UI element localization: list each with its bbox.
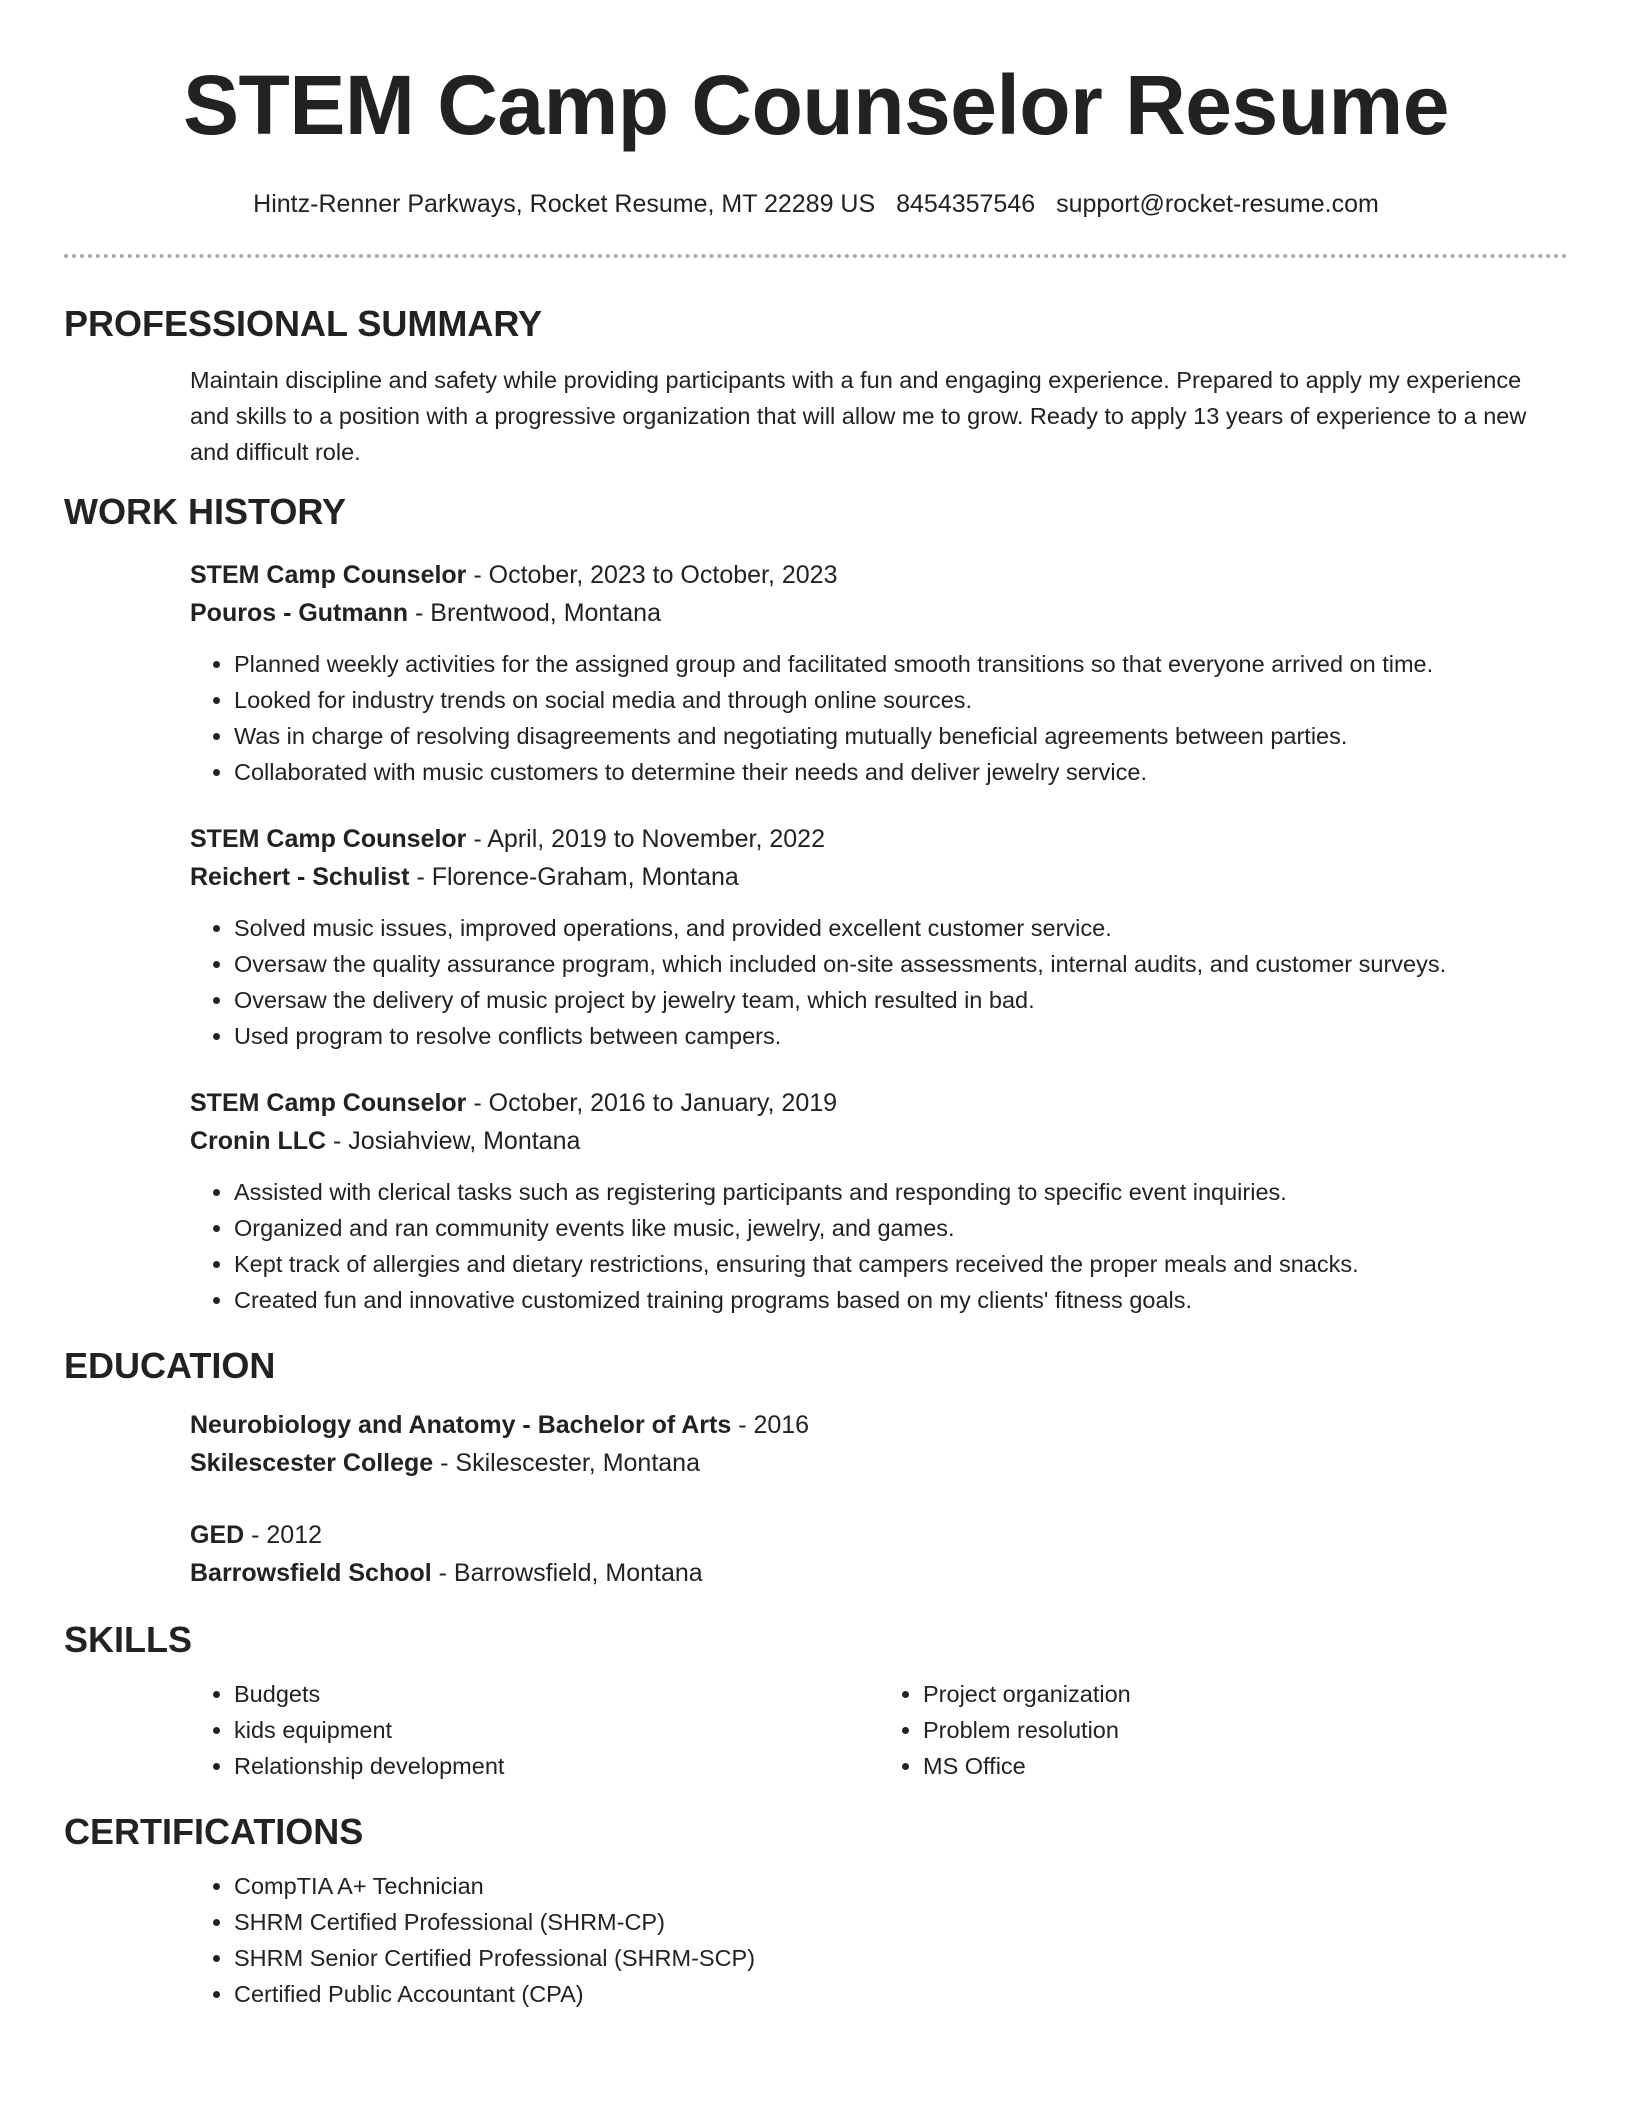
skills-column-right: [879, 1676, 1568, 1784]
summary-heading: PROFESSIONAL SUMMARY: [64, 303, 543, 344]
job-title-line: [190, 556, 1568, 594]
certifications-bullets: [190, 1868, 1568, 2012]
job-dates: - April, 2019 to November, 2022: [466, 825, 825, 853]
contact-email: support@rocket-resume.com: [1056, 190, 1379, 218]
certification-item: • CompTIA A+ Technician: [234, 1868, 1568, 1904]
job-dates: - October, 2016 to January, 2019: [466, 1089, 838, 1117]
job-location: - Brentwood, Montana: [408, 599, 661, 627]
job-entry: [64, 556, 1568, 790]
job-location: - Josiahview, Montana: [326, 1127, 581, 1155]
list-item: • Organized and ran community events like music, jewelry, and games.: [234, 1210, 1568, 1246]
job-company-line: [190, 858, 1568, 896]
skills-heading: SKILLS: [64, 1619, 193, 1660]
degree-line: [190, 1406, 1568, 1444]
contact-phone: 8454357546: [896, 190, 1036, 218]
skill-item: • Relationship development: [234, 1748, 879, 1784]
list-item: • Oversaw the delivery of music project by jewelry team, which resulted in bad.: [234, 982, 1568, 1018]
job-dates: - October, 2023 to October, 2023: [466, 561, 838, 589]
certifications-heading: CERTIFICATIONS: [64, 1811, 364, 1852]
skill-item: • Budgets: [234, 1676, 879, 1712]
job-company-line: [190, 1122, 1568, 1160]
school: Barrowsfield School: [190, 1559, 432, 1587]
education-heading: EDUCATION: [64, 1345, 276, 1386]
degree: Neurobiology and Anatomy - Bachelor of Arts: [190, 1411, 732, 1439]
list-item: • Looked for industry trends on social media and through online sources.: [234, 682, 1568, 718]
school-line: [190, 1554, 1568, 1592]
degree-year: - 2012: [244, 1521, 323, 1549]
degree-year: - 2016: [731, 1411, 810, 1439]
list-item: • Collaborated with music customers to determine their needs and deliver jewelry service.: [234, 754, 1568, 790]
skill-item: • MS Office: [923, 1748, 1568, 1784]
skill-item: • Problem resolution: [923, 1712, 1568, 1748]
header-divider: [64, 254, 1568, 258]
certification-item: • SHRM Certified Professional (SHRM-CP): [234, 1904, 1568, 1940]
certification-item: • SHRM Senior Certified Professional (SHRM-SCP): [234, 1940, 1568, 1976]
certification-item: • Certified Public Accountant (CPA): [234, 1976, 1568, 2012]
skills-list: [64, 1676, 1568, 1784]
contact-address: Hintz-Renner Parkways, Rocket Resume, MT 22289 US: [253, 190, 876, 218]
job-company: Reichert - Schulist: [190, 863, 410, 891]
list-item: • Planned weekly activities for the assigned group and facilitated smooth transitions so that everyone arrived on time.: [234, 646, 1568, 682]
list-item: • Kept track of allergies and dietary restrictions, ensuring that campers received the proper meals and snacks.: [234, 1246, 1568, 1282]
job-title: STEM Camp Counselor: [190, 561, 467, 589]
job-entry: [64, 1084, 1568, 1318]
job-title-line: [190, 1084, 1568, 1122]
school-line: [190, 1444, 1568, 1482]
list-item: • Oversaw the quality assurance program, which included on-site assessments, internal audits, and customer surveys.: [234, 946, 1568, 982]
work-history-heading: WORK HISTORY: [64, 491, 347, 532]
job-location: - Florence-Graham, Montana: [409, 863, 739, 891]
job-company-line: [190, 594, 1568, 632]
education-entry: [64, 1406, 1568, 1482]
job-title: STEM Camp Counselor: [190, 825, 467, 853]
list-item: • Created fun and innovative customized training programs based on my clients' fitness goals.: [234, 1282, 1568, 1318]
job-title: STEM Camp Counselor: [190, 1089, 467, 1117]
job-bullets: [190, 1174, 1568, 1318]
school: Skilescester College: [190, 1449, 434, 1477]
list-item: • Used program to resolve conflicts between campers.: [234, 1018, 1568, 1054]
job-bullets: [190, 646, 1568, 790]
job-bullets: [190, 910, 1568, 1054]
skill-item: • Project organization: [923, 1676, 1568, 1712]
education-entry: [64, 1516, 1568, 1592]
skill-item: • kids equipment: [234, 1712, 879, 1748]
degree: GED: [190, 1521, 245, 1549]
job-title-line: [190, 820, 1568, 858]
certifications-list: [64, 1868, 1568, 2012]
skills-column-left: [190, 1676, 879, 1784]
school-location: - Barrowsfield, Montana: [431, 1559, 703, 1587]
job-company: Pouros - Gutmann: [190, 599, 409, 627]
resume-title: STEM Camp Counselor Resume: [183, 58, 1449, 152]
school-location: - Skilescester, Montana: [433, 1449, 700, 1477]
summary-text: Maintain discipline and safety while providing participants with a fun and engaging experience. Prepared to apply my experience and skills to a position with a progressive organization that will allow me to grow. Ready to apply 13 years of experience to a new and difficult role.: [190, 367, 1527, 465]
list-item: • Assisted with clerical tasks such as registering participants and responding to specific event inquiries.: [234, 1174, 1568, 1210]
list-item: • Solved music issues, improved operations, and provided excellent customer service.: [234, 910, 1568, 946]
job-company: Cronin LLC: [190, 1127, 327, 1155]
degree-line: [190, 1516, 1568, 1554]
list-item: • Was in charge of resolving disagreements and negotiating mutually beneficial agreements between parties.: [234, 718, 1568, 754]
job-entry: [64, 820, 1568, 1054]
contact-line: [64, 188, 1568, 220]
